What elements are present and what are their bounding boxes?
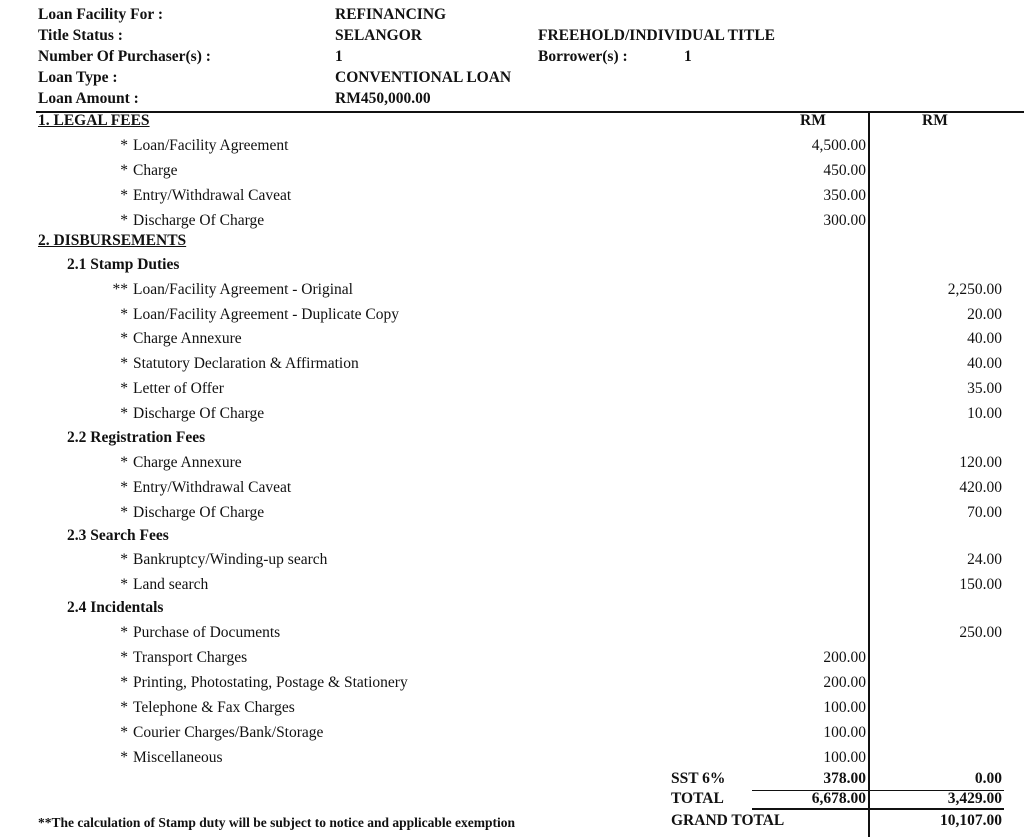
- total-rule-bottom-2: [870, 808, 1004, 810]
- sst-label: SST 6%: [671, 770, 726, 787]
- header-rule: [36, 111, 1024, 113]
- col1-heading: RM: [800, 112, 826, 129]
- item-bullet: *: [120, 187, 128, 204]
- header-value: 1: [335, 48, 343, 65]
- item-col1-amount: 100.00: [823, 699, 866, 716]
- item-col2-amount: 420.00: [959, 479, 1002, 496]
- item-bullet: *: [120, 137, 128, 154]
- grand-total-label: GRAND TOTAL: [671, 812, 785, 829]
- incidentals-heading: 2.4 Incidentals: [67, 599, 164, 616]
- item-bullet: *: [120, 674, 128, 691]
- item-bullet: *: [120, 551, 128, 568]
- header-label: Loan Type :: [38, 69, 118, 86]
- total-rule-bottom-1: [752, 808, 868, 810]
- disbursements-heading: 2. DISBURSEMENTS: [38, 232, 187, 249]
- header-value: RM450,000.00: [335, 90, 431, 107]
- item-bullet: *: [120, 576, 128, 593]
- item-bullet: *: [120, 724, 128, 741]
- item-bullet: *: [120, 454, 128, 471]
- item-col2-amount: 40.00: [967, 355, 1002, 372]
- item-bullet: *: [120, 162, 128, 179]
- header-value: CONVENTIONAL LOAN: [335, 69, 512, 86]
- item-col2-amount: 70.00: [967, 504, 1002, 521]
- item-col2-amount: 24.00: [967, 551, 1002, 568]
- item-label: Letter of Offer: [133, 380, 224, 397]
- item-label: Land search: [133, 576, 209, 593]
- header-label: Number Of Purchaser(s) :: [38, 48, 211, 65]
- total-label: TOTAL: [671, 790, 724, 807]
- item-col2-amount: 10.00: [967, 405, 1002, 422]
- item-col1-amount: 450.00: [823, 162, 866, 179]
- item-label: Loan/Facility Agreement - Duplicate Copy: [133, 306, 400, 323]
- item-bullet: *: [120, 330, 128, 347]
- item-bullet: *: [120, 380, 128, 397]
- item-col1-amount: 350.00: [823, 187, 866, 204]
- col2-heading: RM: [922, 112, 948, 129]
- item-bullet: *: [120, 504, 128, 521]
- item-col2-amount: 2,250.00: [947, 281, 1002, 298]
- column-divider: [868, 113, 870, 837]
- grand-total-value: 10,107.00: [940, 812, 1002, 829]
- item-bullet: *: [120, 306, 128, 323]
- item-col2-amount: 35.00: [967, 380, 1002, 397]
- item-col1-amount: 300.00: [823, 212, 866, 229]
- item-bullet: *: [120, 405, 128, 422]
- total-col2: 3,429.00: [947, 790, 1002, 807]
- item-col2-amount: 40.00: [967, 330, 1002, 347]
- legal-fees-heading: 1. LEGAL FEES: [38, 112, 150, 129]
- item-label: Printing, Photostating, Postage & Stationery: [133, 674, 408, 691]
- item-col1-amount: 100.00: [823, 749, 866, 766]
- header-label: Loan Facility For :: [38, 6, 163, 23]
- item-col1-amount: 200.00: [823, 674, 866, 691]
- item-label: Statutory Declaration & Affirmation: [133, 355, 359, 372]
- item-bullet: *: [120, 749, 128, 766]
- item-col1-amount: 200.00: [823, 649, 866, 666]
- item-label: Loan/Facility Agreement - Original: [133, 281, 353, 298]
- total-col1: 6,678.00: [811, 790, 866, 807]
- header-value: REFINANCING: [335, 6, 447, 23]
- sst-col1: 378.00: [823, 770, 866, 787]
- item-label: Entry/Withdrawal Caveat: [133, 479, 292, 496]
- item-bullet: *: [120, 699, 128, 716]
- item-col2-amount: 120.00: [959, 454, 1002, 471]
- search-fees-heading: 2.3 Search Fees: [67, 527, 169, 544]
- header-value: SELANGOR: [335, 27, 422, 44]
- header-label: Title Status :: [38, 27, 123, 44]
- stamp-duty-footnote: **The calculation of Stamp duty will be subject to notice and applicable exemption: [38, 815, 516, 830]
- item-label: Charge: [133, 162, 178, 179]
- item-label: Transport Charges: [133, 649, 248, 666]
- item-label: Discharge Of Charge: [133, 504, 265, 521]
- item-label: Telephone & Fax Charges: [133, 699, 295, 716]
- item-label: Discharge Of Charge: [133, 212, 265, 229]
- borrower-label: Borrower(s) :: [538, 48, 628, 65]
- header-label: Loan Amount :: [38, 90, 139, 107]
- item-bullet: *: [120, 649, 128, 666]
- item-label: Bankruptcy/Winding-up search: [133, 551, 328, 568]
- item-label: Discharge Of Charge: [133, 405, 265, 422]
- item-label: Loan/Facility Agreement: [133, 137, 289, 154]
- registration-fees-heading: 2.2 Registration Fees: [67, 429, 206, 446]
- item-label: Courier Charges/Bank/Storage: [133, 724, 324, 741]
- item-label: Miscellaneous: [133, 749, 223, 766]
- item-label: Entry/Withdrawal Caveat: [133, 187, 292, 204]
- item-label: Charge Annexure: [133, 454, 242, 471]
- borrower-value: 1: [684, 48, 692, 65]
- item-col1-amount: 4,500.00: [811, 137, 866, 154]
- item-bullet: *: [120, 624, 128, 641]
- item-bullet: *: [120, 212, 128, 229]
- sst-col2: 0.00: [974, 770, 1002, 787]
- item-label: Purchase of Documents: [133, 624, 281, 641]
- item-bullet: **: [112, 281, 128, 298]
- item-label: Charge Annexure: [133, 330, 242, 347]
- item-bullet: *: [120, 355, 128, 372]
- item-col2-amount: 20.00: [967, 306, 1002, 323]
- item-col2-amount: 250.00: [959, 624, 1002, 641]
- item-col2-amount: 150.00: [959, 576, 1002, 593]
- item-col1-amount: 100.00: [823, 724, 866, 741]
- stamp-duties-heading: 2.1 Stamp Duties: [67, 256, 180, 273]
- item-bullet: *: [120, 479, 128, 496]
- title-type: FREEHOLD/INDIVIDUAL TITLE: [538, 27, 776, 44]
